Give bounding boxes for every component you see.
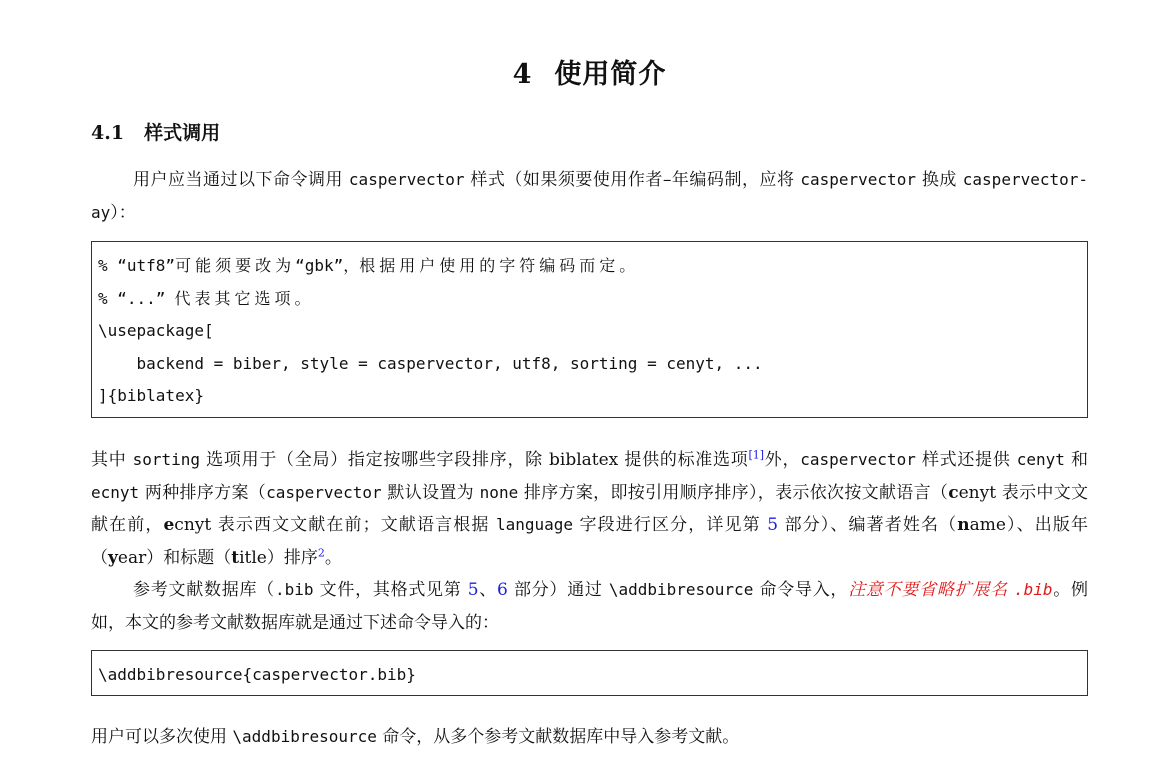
citation-link[interactable]: [1]	[748, 448, 765, 462]
code-block-usepackage	[91, 241, 1088, 418]
warning-text: 注意不要省略扩展名 .bib	[848, 580, 1053, 600]
paragraph-sorting: 其中 sorting 选项用于（全局）指定按哪些字段排序，除 biblatex 提供的标准选项[1]外，caspervector 样式还提供 cenyt 和 ecnyt 两种排序方案（caspervector 默认设置为 none 排序方案，即按引用顺序排序），表示依次按文献语言（cenyt 表示中文文献在前，ecnyt 表示西文文献在前；文献语言根据 language 字段进行区分，详见第 5 部分）、编著者姓名（name）、出版年（year）和标题（title）排序$^2$。	[91, 448, 1089, 568]
code-line: backend = biber, style = caspervector, utf8, sorting = cenyt, ...	[98, 353, 763, 373]
section-ref-link[interactable]: 6	[497, 580, 508, 600]
paragraph-multiple-resources: 用户可以多次使用 \addbibresource 命令，从多个参考文献数据库中导入参考文献。	[91, 727, 740, 747]
code-line: ]{biblatex}	[98, 386, 204, 405]
code-line: % “utf8”可能须要改为“gbk”，根据用户使用的字符编码而定。	[98, 256, 640, 275]
section-title: 使用简介	[554, 59, 667, 90]
section-ref-link[interactable]: 5	[767, 515, 779, 535]
code-line: \addbibresource{caspervector.bib}	[98, 665, 416, 684]
section-number: 4	[512, 59, 533, 90]
paragraph-style-usage: 用户应当通过以下命令调用 caspervector 样式（如果须要使用作者–年编码制，应将 caspervector 换成 caspervector-ay）：	[91, 170, 1089, 223]
paragraph-bib-database: 参考文献数据库（.bib 文件，其格式见第 5、6 部分）通过 \addbibresource 命令导入，注意不要省略扩展名 .bib。例如，本文的参考文献数据库就是通过下述命令导入的：	[91, 580, 1089, 633]
subsection-number: 4.1	[91, 122, 125, 144]
footnote-link[interactable]: 2	[317, 545, 325, 559]
section-ref-link[interactable]: 5	[467, 580, 479, 600]
code-line: \usepackage[	[98, 321, 214, 340]
code-line: % “...” 代表其它选项。	[98, 288, 315, 308]
subsection-title: 样式调用	[144, 122, 221, 144]
section-heading	[91, 52, 1088, 91]
subsection-heading	[91, 118, 220, 145]
code-block-addbibresource	[91, 650, 1088, 696]
